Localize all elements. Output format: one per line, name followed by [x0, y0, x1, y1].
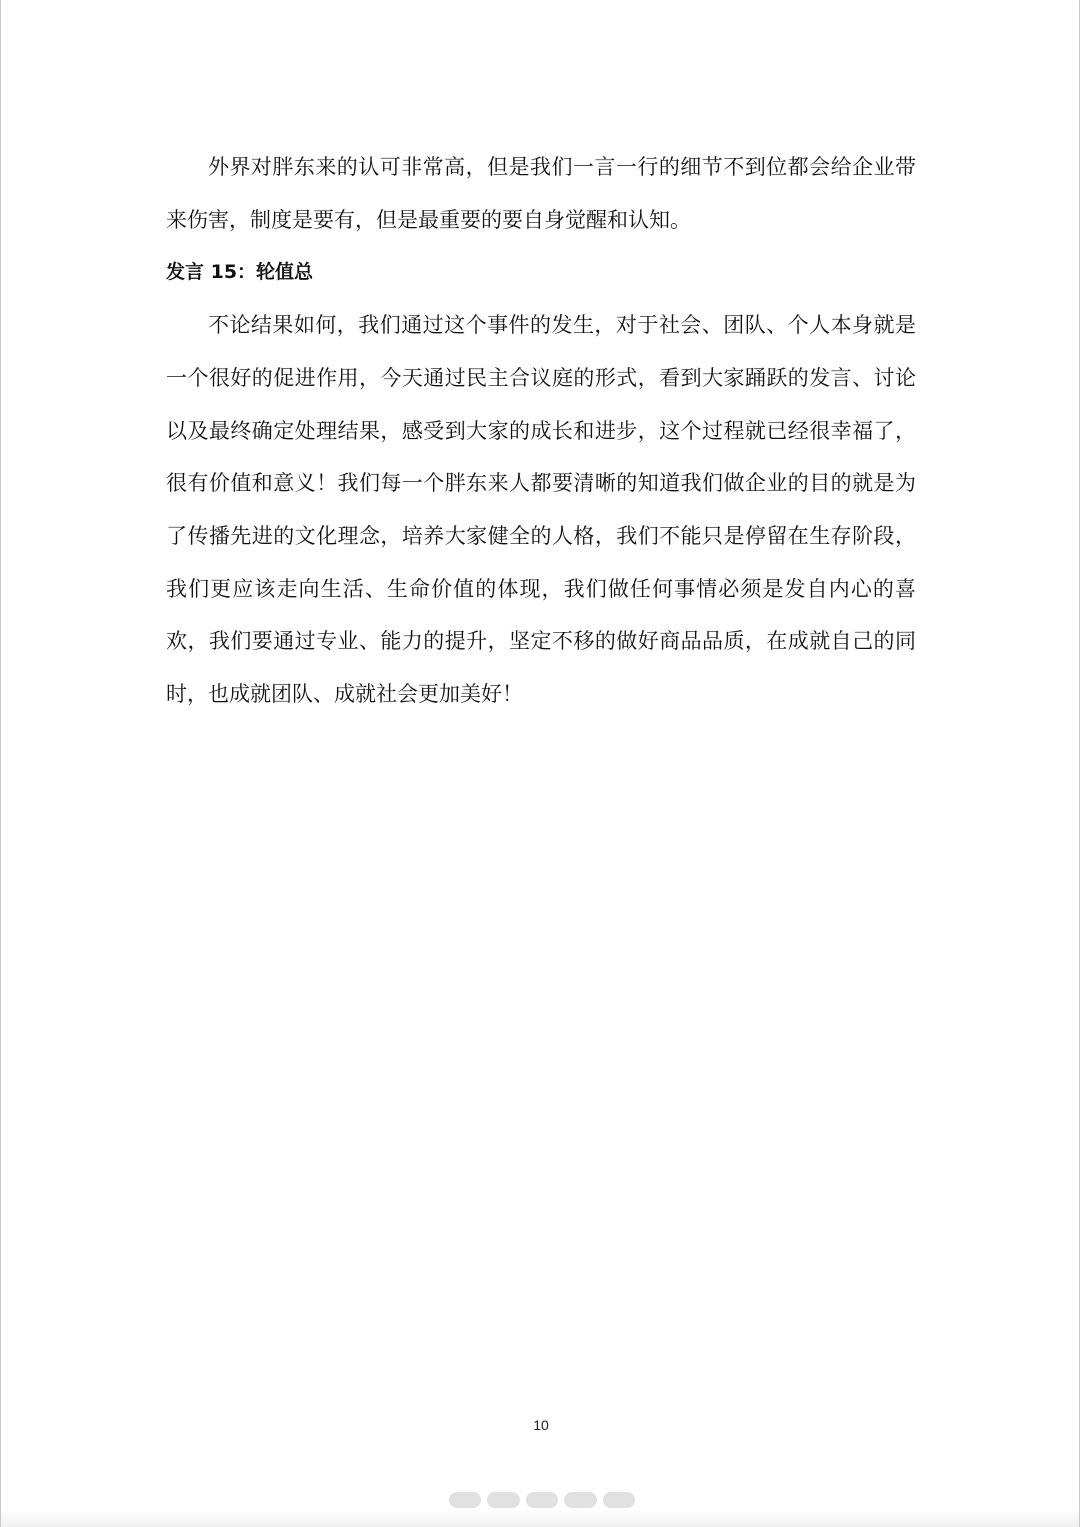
blurred-watermark: [449, 1488, 635, 1512]
watermark-block: [449, 1492, 481, 1508]
paragraph-1: 外界对胖东来的认可非常高，但是我们一言一行的细节不到位都会给企业带来伤害，制度是要有，但是最重要的要自身觉醒和认知。: [166, 155, 916, 232]
paragraph-2: 不论结果如何，我们通过这个事件的发生，对于社会、团队、个人本身就是一个很好的促进作用，今天通过民主合议庭的形式，看到大家踊跃的发言、讨论以及最终确定处理结果，感受到大家的成长和进步，这个过程就已经很幸福了，很有价值和意义！我们每一个胖东来人都要清晰的知道我们做企业的目的就是为了传播先进的文化理念，培养大家健全的人格，我们不能只是停留在生存阶段，我们更应该走向生活、生命价值的体现，我们做任何事情必须是发自内心的喜欢，我们要通过专业、能力的提升，坚定不移的做好商品品质，在成就自己的同时，也成就团队、成就社会更加美好！: [166, 313, 916, 707]
watermark-block: [603, 1492, 635, 1508]
page-number: 10: [533, 1417, 549, 1433]
section-heading: 发言 15：轮值总: [166, 261, 314, 284]
watermark-block: [487, 1492, 519, 1508]
page-content: [166, 141, 916, 721]
watermark-block: [526, 1492, 558, 1508]
watermark-block: [564, 1492, 596, 1508]
